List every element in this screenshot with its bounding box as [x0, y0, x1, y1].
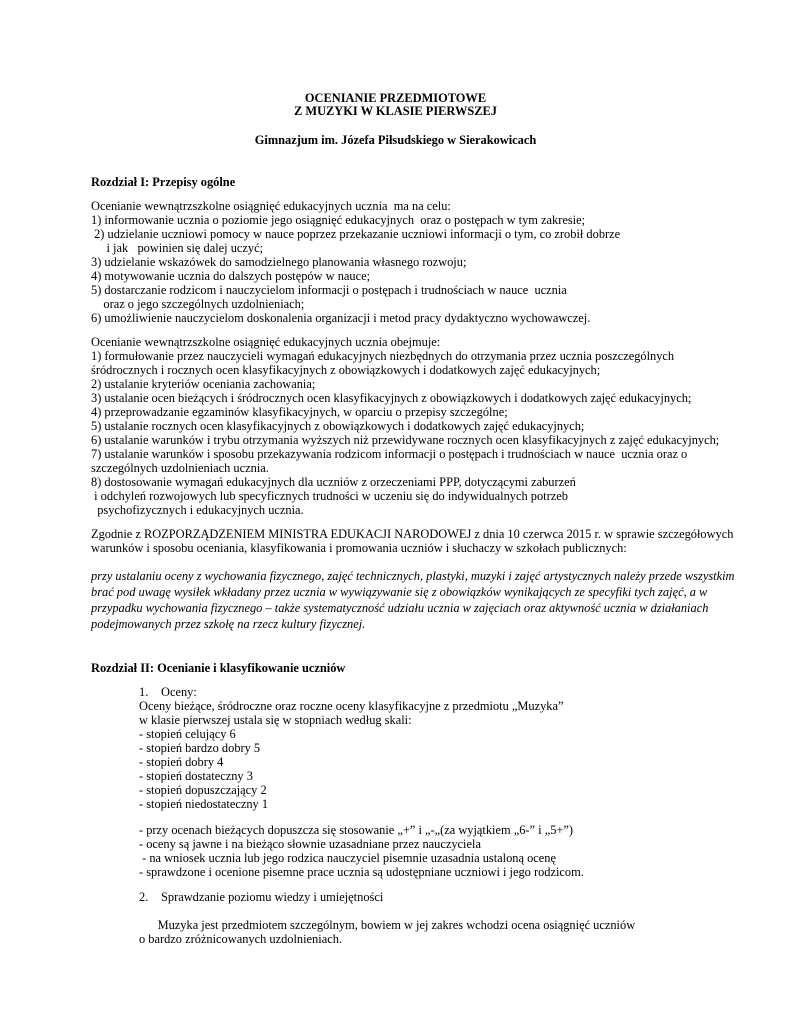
quote-line: podejmowanych przez szkołę na rzecz kultury fizycznej. — [91, 617, 366, 631]
rule-line: - oceny są jawne i na bieżąco słownie uzasadniane przez nauczyciela — [139, 837, 481, 851]
grade-line: - stopień celujący 6 — [139, 727, 236, 741]
paragraph-line: 3) ustalanie ocen bieżących i śródrocznych ocen klasyfikacyjnych z obowiązkowych i dodatkowych zajęć edukacyjnych; — [91, 391, 692, 405]
paragraph-line: szczególnych uzdolnieniach ucznia. — [91, 461, 269, 475]
paragraph-line: 1) informowanie ucznia o poziomie jego osiągnięć edukacyjnych oraz o postępach w tym zakresie; — [91, 213, 586, 227]
paragraph-line: Ocenianie wewnątrzszkolne osiągnięć edukacyjnych ucznia obejmuje: — [91, 335, 441, 349]
paragraph-line: Ocenianie wewnątrzszkolne osiągnięć edukacyjnych ucznia ma na celu: — [91, 199, 451, 213]
quote-line: przy ustalaniu oceny z wychowania fizycznego, zajęć technicznych, plastyki, muzyki i zajęć artystycznych należy przede wszystkim — [91, 569, 735, 583]
paragraph-line: 2) ustalanie kryteriów oceniania zachowania; — [91, 377, 316, 391]
paragraph-line: o bardzo zróżnicowanych uzdolnieniach. — [139, 932, 342, 946]
doc-title-line2: Z MUZYKI W KLASIE PIERWSZEJ — [294, 104, 497, 118]
doc-title-line1: OCENIANIE PRZEDMIOTOWE — [304, 91, 487, 105]
paragraph-line: 1) formułowanie przez nauczycieli wymagań edukacyjnych niezbędnych do otrzymania przez ucznia poszczególnych — [91, 349, 675, 363]
paragraph-line: 6) umożliwienie nauczycielom doskonalenia organizacji i metod pracy dydaktyczno wychowawczej. — [91, 311, 591, 325]
rule-line: - przy ocenach bieżących dopuszcza się stosowanie „+” i „-„(za wyjątkiem „6-” i „5+”) — [139, 823, 574, 837]
chapter2-heading: Rozdział II: Ocenianie i klasyfikowanie uczniów — [91, 661, 346, 675]
section2-title: Sprawdzanie poziomu wiedzy i umiejętności — [161, 890, 384, 904]
grade-line: w klasie pierwszej ustala się w stopniach według skali: — [139, 713, 412, 727]
paragraph-line: Muzyka jest przedmiotem szczególnym, bowiem w jej zakres wchodzi ocena osiągnięć uczniów — [139, 918, 636, 932]
rule-line: - na wniosek ucznia lub jego rodzica nauczyciel pisemnie uzasadnia ustaloną ocenę — [139, 851, 556, 865]
paragraph-line: 7) ustalanie warunków i sposobu przekazywania rodzicom informacji o postępach i trudnościach w nauce ucznia oraz o — [91, 447, 688, 461]
paragraph-line: i odchyleń rozwojowych lub specyficznych trudności w uczeniu się do indywidualnych potrzeb — [91, 489, 568, 503]
paragraph-line: śródrocznych i rocznych ocen klasyfikacyjnych z obowiązkowych i dodatkowych zajęć edukacyjnych; — [91, 363, 601, 377]
paragraph-line: oraz o jego szczególnych uzdolnieniach; — [91, 297, 305, 311]
section2-number: 2. — [139, 890, 149, 904]
grade-line: - stopień dostateczny 3 — [139, 769, 253, 783]
paragraph-line: 6) ustalanie warunków i trybu otrzymania wyższych niż przewidywane rocznych ocen klasyfikacyjnych z zajęć edukacyjnych; — [91, 433, 720, 447]
grade-line: - stopień niedostateczny 1 — [139, 797, 269, 811]
paragraph-line: 8) dostosowanie wymagań edukacyjnych dla uczniów z orzeczeniami PPP, dotyczącymi zaburzeń — [91, 475, 576, 489]
section1-number: 1. — [139, 685, 149, 699]
paragraph-line: 4) przeprowadzanie egzaminów klasyfikacyjnych, w oparciu o przepisy szczególne; — [91, 405, 508, 419]
section1-title: Oceny: — [161, 685, 197, 699]
grade-line: - stopień dopuszczający 2 — [139, 783, 267, 797]
paragraph-line: psychofizycznych i edukacyjnych ucznia. — [91, 503, 304, 517]
paragraph-line: 3) udzielanie wskazówek do samodzielnego planowania własnego rozwoju; — [91, 255, 467, 269]
chapter1-heading: Rozdział I: Przepisy ogólne — [91, 175, 236, 189]
grade-line: - stopień bardzo dobry 5 — [139, 741, 261, 755]
paragraph-line: 4) motywowanie ucznia do dalszych postępów w nauce; — [91, 269, 371, 283]
paragraph-line: Zgodnie z ROZPORZĄDZENIEM MINISTRA EDUKACJI NARODOWEJ z dnia 10 czerwca 2015 r. w sprawie szczegółowych — [91, 527, 734, 541]
paragraph-line: i jak powinien się dalej uczyć; — [91, 241, 264, 255]
quote-line: brać pod uwagę wysiłek wkładany przez ucznia w wywiązywanie się z obowiązków wynikających ze specyfiki tych zajęć, a w — [91, 585, 708, 599]
school-name: Gimnazjum im. Józefa Piłsudskiego w Sierakowicach — [254, 133, 537, 147]
paragraph-line: 5) dostarczanie rodzicom i nauczycielom informacji o postępach i trudnościach w nauce ucznia — [91, 283, 567, 297]
paragraph-line: warunków i sposobu oceniania, klasyfikowania i promowania uczniów i słuchaczy w szkołach publicznych: — [91, 541, 627, 555]
quote-line: przypadku wychowania fizycznego – także systematyczność udziału ucznia w zajęciach oraz aktywność ucznia w działaniach — [91, 601, 709, 615]
paragraph-line: 5) ustalanie rocznych ocen klasyfikacyjnych z obowiązkowych i dodatkowych zajęć edukacyjnych; — [91, 419, 585, 433]
grade-line: Oceny bieżące, śródroczne oraz roczne oceny klasyfikacyjne z przedmiotu „Muzyka” — [139, 699, 564, 713]
rule-line: - sprawdzone i ocenione pisemne prace ucznia są udostępniane uczniowi i jego rodzicom. — [139, 865, 584, 879]
grade-line: - stopień dobry 4 — [139, 755, 224, 769]
paragraph-line: 2) udzielanie uczniowi pomocy w nauce poprzez przekazanie uczniowi informacji o tym, co zrobił dobrze — [91, 227, 621, 241]
